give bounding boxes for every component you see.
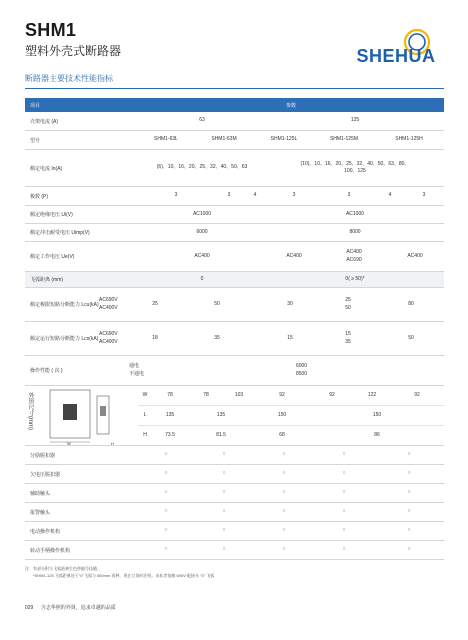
table-cell: 68 [279,432,285,439]
table-cell: 3 [422,192,426,199]
table-cell: 63 [199,117,205,124]
table-cell: ○ [407,527,411,534]
table-cell [318,297,378,312]
table-cell: SHM1-63M [211,136,237,143]
table-note [25,565,214,579]
table-cell: ○ [164,470,168,477]
table-cell: 3 [292,192,296,199]
cell-line: AC690 [346,256,362,263]
dimension-figure [25,386,138,445]
table-cell: 3 [227,192,231,199]
figure-label-w: W [67,441,71,446]
table-cell: ○ [342,470,346,477]
table-cell: 78 [203,391,209,398]
row-label: 欠电压脱扣器 [30,471,61,478]
row-label: 报警触头 [30,509,51,516]
section-rule [25,88,444,89]
table-cell: ○ [282,470,286,477]
table-cell: ○ [164,527,168,534]
table-cell: 35 [214,334,220,341]
row-label: 极数 (P) [30,193,49,200]
table-cell: AC1000 [345,210,365,217]
table-cell: 81.5 [216,432,226,439]
table-cell: ○ [342,489,346,496]
table-cell: ○ [407,451,411,458]
accessory-row [25,484,444,503]
table-cell: 18 [152,334,158,341]
table-cell: 125 [350,117,360,124]
table-cell: ○ [222,470,226,477]
cell-line: 通电 [129,363,140,369]
header-item: 项目 [30,102,41,109]
cell-line: AC400V [99,338,118,345]
accessory-rows [25,446,444,560]
table-cell: AC400 [194,252,210,259]
dim-key: H [143,432,147,439]
section-title: 断路器主要技术性能指标 [25,74,113,83]
accessory-row [25,446,444,465]
breaker-outline-drawing [25,386,138,446]
table-cell: 50 [214,300,220,307]
table-header [25,98,444,112]
table-cell: 50 [408,334,414,341]
cell-line: 50 [345,304,351,311]
table-cell: ○ [164,508,168,515]
cell-line: 不通电 [129,370,145,377]
header-params: 参数 [285,102,296,109]
table-row [25,288,444,322]
page-number: 029 [25,605,34,611]
row-label: 额定绝缘电压 Ui(V) [30,212,73,218]
table-row [25,224,444,242]
dimensions-row [25,386,444,446]
table-cell: ○ [222,527,226,534]
spec-table [25,98,444,560]
accessory-row [25,541,444,560]
table-cell: 135 [216,411,226,418]
table-cell: 86 [374,432,380,439]
accessory-row [25,465,444,484]
table-cell: ○ [342,527,346,534]
table-cell: SHM1-125L [270,136,298,143]
table-row [25,322,444,356]
table-cell: ○ [164,546,168,553]
dimension-values [138,386,444,445]
row-label: 额定工作电压 Ue(V) [30,254,75,260]
table-cell: ○ [164,489,168,496]
table-cell: ○ [407,508,411,515]
svg-text:SHEHUA: SHEHUA [356,46,436,66]
table-cell: AC1000 [192,210,212,217]
figure-label-h: H [111,441,114,446]
dim-key: L [143,411,147,418]
table-cell: 73.5 [165,432,175,439]
accessory-row [25,503,444,522]
table-row [25,131,444,150]
cell-line: 25 [345,297,351,303]
dimension-label: 外形尺寸(mm) [27,392,33,430]
table-cell: (6)、10、16、20、25、32、40、50、63 [156,164,248,171]
row-label: 电动操作机构 [30,528,61,535]
cell-line: 15 [345,331,351,337]
table-cell: ○ [222,489,226,496]
table-cell [159,363,444,378]
table-cell: 92 [279,391,285,398]
cell-line: AC400V [99,304,118,311]
table-cell: ○ [222,508,226,515]
cell-line: AC400 [346,249,362,255]
row-label: 额定运行短路分断能力 Lcs(kA) [30,336,99,342]
cell-line: AC690V [99,331,118,337]
table-cell: ○ [282,527,286,534]
table-cell: 30 [287,300,293,307]
table-cell: ○ [342,546,346,553]
table-cell: 80 [408,300,414,307]
table-cell: ○ [407,470,411,477]
table-cell: ○ [342,508,346,515]
cell-line: AC690V [99,297,118,303]
table-cell: ○ [282,546,286,553]
table-cell: 135 [165,411,175,418]
row-label: 额定冲击耐受电压 Uimp(V) [30,230,90,236]
row-label: 壳架电流 (A) [30,118,59,125]
dim-row-l [138,406,444,426]
dim-row-w [138,386,444,406]
table-row [25,112,444,131]
table-cell: AC400 [286,252,302,259]
table-cell: (10)、10、16、20、25、32、40、50、63、80、100、125 [300,160,410,174]
table-cell: 92 [329,391,335,398]
table-cell [318,331,378,346]
table-cell: ○ [407,489,411,496]
page-footer [25,604,116,611]
table-cell: ○ [407,546,411,553]
dim-row-h [138,426,444,446]
page-title: SHM1 [25,20,77,40]
dim-key: W [142,391,148,398]
table-cell: 3 [347,192,351,199]
table-cell: ○ [222,546,226,553]
table-row [25,272,444,288]
row-label: 分励脱扣器 [30,452,56,459]
note-line: *SHM1-125 飞弧距离处于"0"飞弧与 500mm 再种，现在订货时注明。未标者依赖 690V 配接头 "0" 飞弧 [33,573,215,578]
accessory-row [25,522,444,541]
table-cell: 6000 [196,228,208,235]
row-label: 额定电流 In(A) [30,165,63,172]
table-cell: 4 [253,192,257,199]
note-line: 注：有部分附与飞弧距离生色带编号技随。 [25,566,101,571]
table-cell: 15 [287,334,293,341]
table-cell: 92 [414,391,420,398]
table-cell: 122 [367,391,377,398]
table-cell: 25 [152,300,158,307]
table-cell [322,249,386,264]
table-cell: ○ [342,451,346,458]
table-cell: SHM1-63L [154,136,178,143]
table-row [25,150,444,187]
table-cell: ○ [282,489,286,496]
table-cell: ○ [282,451,286,458]
sub-label [99,297,138,312]
footer-slogan: 含志华照的外贤，追求卓越的品质 [40,605,116,611]
table-cell: 103 [234,391,244,398]
cell-line: 35 [345,338,351,345]
row-label: 转动手柄操作机构 [30,547,71,554]
cell-line: 8500 [295,370,308,377]
row-label: 型号 [30,137,41,144]
shehua-logo [347,28,445,68]
table-cell: 150 [372,411,382,418]
table-cell: 3 [174,192,178,199]
table-row [25,206,444,224]
table-row [25,356,444,386]
table-cell: ○ [222,451,226,458]
row-label: 飞弧距离 (mm) [30,277,64,283]
cell-line: 6000 [295,363,308,369]
table-cell: ○ [164,451,168,458]
table-row [25,242,444,272]
row-label: 辅助触头 [30,490,51,497]
table-cell: 4 [388,192,392,199]
table-cell: 0( ≥ 50)* [345,275,365,282]
row-label: 额定极限短路分断能力 Lcu(kA) [30,302,99,308]
page-subtitle: 塑料外壳式断路器 [25,44,122,58]
table-cell: SHM1-125M [329,136,359,143]
table-cell: 150 [277,411,287,418]
table-cell: AC400 [407,252,423,259]
row-label: 操作性能 ( 次 ) [30,368,63,374]
table-cell: 78 [167,391,173,398]
table-cell: 0 [200,275,204,282]
table-cell: ○ [282,508,286,515]
sub-label [99,331,138,346]
table-cell: 8000 [349,228,361,235]
sub-label [129,363,159,378]
table-row [25,187,444,206]
table-cell: SHM1-125H [395,136,423,143]
